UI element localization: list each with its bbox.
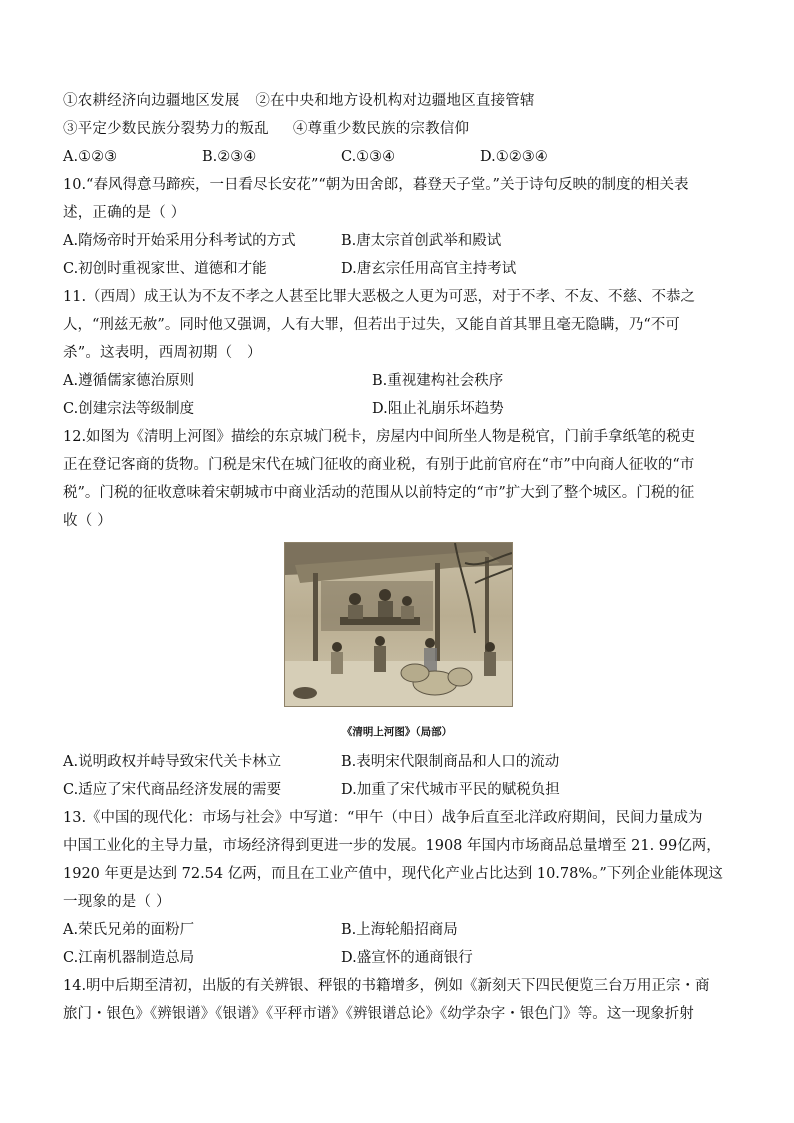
q13-stem-line1: 13.《中国的现代化：市场与社会》中写道：“甲午（中日）战争后直至北洋政府期间，民间力量成为 [63, 810, 703, 826]
q12-option-d: D.加重了宋代城市平民的赋税负担 [341, 782, 560, 798]
q12-stem-line2: 正在登记客商的货物。门税是宋代在城门征收的商业税，有别于此前官府在“市”中向商人征收的“市 [63, 457, 695, 473]
q14-stem-line2: 旅门・银色》《辨银谱》《银谱》《平秤市谱》《辨银谱总论》《幼学杂字・银色门》等。这一现象折射 [63, 1006, 694, 1022]
q10-stem-line2: 述，正确的是（ ） [63, 205, 186, 221]
q13-option-a: A.荣氏兄弟的面粉厂 [63, 922, 195, 938]
q12-stem-line1: 12.如图为《清明上河图》描绘的东京城门税卡，房屋内中间所坐人物是税官，门前手拿纸笔的税吏 [63, 429, 696, 445]
q12-option-c: C.适应了宋代商品经济发展的需要 [63, 782, 282, 798]
q11-stem-line2: 人，“刑兹无赦”。同时他又强调，人有大罪，但若出于过失，又能自首其罪且毫无隐瞒，乃“不可 [63, 317, 680, 333]
q9-statement-4: ④尊重少数民族的宗教信仰 [292, 121, 470, 137]
painting-illustration [285, 543, 512, 706]
q9-statements-row1 [63, 91, 535, 111]
q13-stem-line3: 1920 年更是达到 72.54 亿两，而且在工业产值中，现代化产业占比达到 10.78%。”下列企业能体现这 [63, 866, 723, 882]
q9-statement-3: ③平定少数民族分裂势力的叛乱 [63, 121, 269, 137]
qingming-painting-image [284, 542, 513, 707]
q13-option-c: C.江南机器制造总局 [63, 950, 195, 966]
q12-option-a: A.说明政权并峙导致宋代关卡林立 [63, 754, 282, 770]
q9-option-d: D.①②③④ [480, 149, 548, 165]
q13-stem-line2: 中国工业化的主导力量，市场经济得到更进一步的发展。1908 年国内市场商品总量增至 21. 99亿两， [63, 838, 721, 854]
q10-stem-line1: 10.“春风得意马蹄疾，一日看尽长安花”“朝为田舍郎，暮登天子堂。”关于诗句反映的制度的相关表 [63, 177, 689, 193]
q10-option-a: A.隋炀帝时开始采用分科考试的方式 [63, 233, 296, 249]
q11-option-d: D.阻止礼崩乐坏趋势 [372, 401, 504, 417]
q13-option-b: B.上海轮船招商局 [341, 922, 458, 938]
q9-statements-row2 [63, 119, 469, 139]
q11-option-c: C.创建宗法等级制度 [63, 401, 195, 417]
q9-statement-1: ①农耕经济向边疆地区发展 [63, 93, 240, 109]
q11-option-b: B.重视建构社会秩序 [372, 373, 504, 389]
figure-caption: 《清明上河图》（局部） [341, 726, 453, 738]
q13-stem-line4: 一现象的是（ ） [63, 894, 171, 910]
q14-stem-line1: 14.明中后期至清初，出版的有关辨银、秤银的书籍增多，例如《新刻天下四民便览三台万用正宗・商 [63, 978, 710, 994]
q12-stem-line3: 税”。门税的征收意味着宋朝城市中商业活动的范围从以前特定的“市”扩大到了整个城区。门税的征 [63, 485, 695, 501]
q10-option-c: C.初创时重视家世、道德和才能 [63, 261, 267, 277]
q9-option-a: A.①②③ [63, 149, 118, 165]
q12-stem-line4: 收（ ） [63, 513, 112, 529]
q9-option-b: B.②③④ [202, 149, 257, 165]
q12-option-b: B.表明宋代限制商品和人口的流动 [341, 754, 560, 770]
q10-option-d: D.唐玄宗任用高官主持考试 [341, 261, 517, 277]
q11-option-a: A.遵循儒家德治原则 [63, 373, 195, 389]
q13-option-d: D.盛宣怀的通商银行 [341, 950, 473, 966]
q10-option-b: B.唐太宗首创武举和殿试 [341, 233, 502, 249]
q11-stem-line1: 11.（西周）成王认为不友不孝之人甚至比罪大恶极之人更为可恶，对于不孝、不友、不慈、不恭之 [63, 289, 696, 305]
q9-statement-2: ②在中央和地方设机构对边疆地区直接管辖 [255, 93, 535, 109]
q9-option-c: C.①③④ [341, 149, 396, 165]
q11-stem-line3: 杀”。这表明，西周初期（ ） [63, 345, 262, 361]
